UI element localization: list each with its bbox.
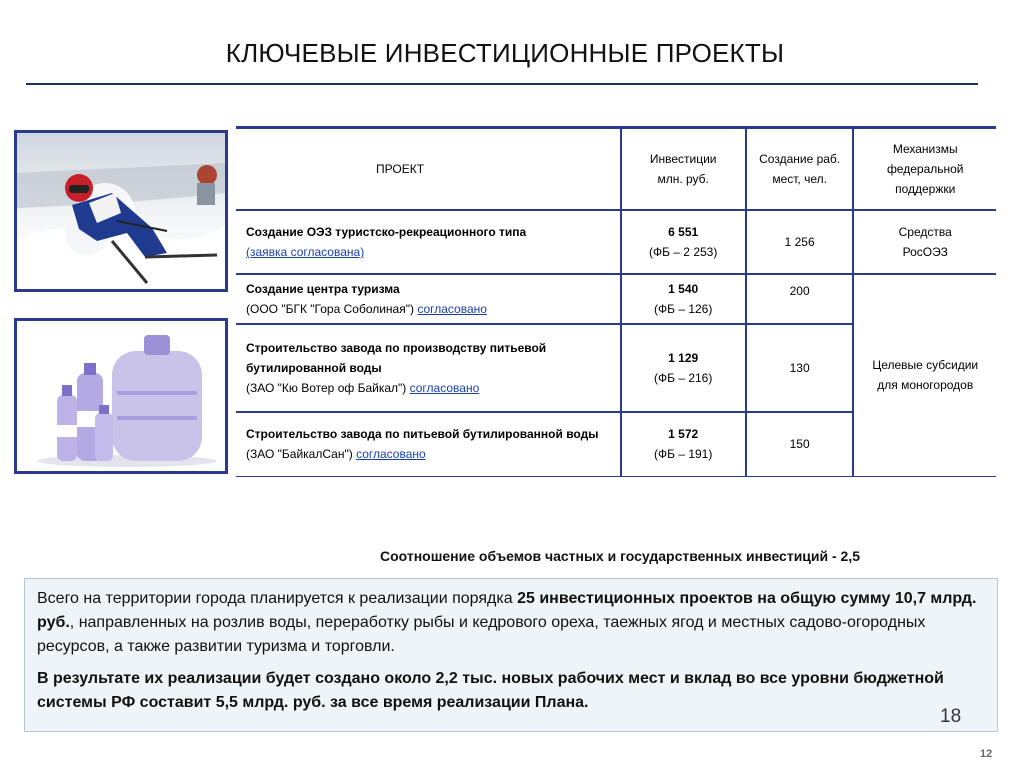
project-status-link[interactable]: согласовано [409,381,480,395]
table-row [236,274,996,324]
support-cell [853,210,996,274]
project-name: Создание ОЭЗ туристско-рекреационного типа [246,225,527,239]
investment-ratio-note: Соотношение объемов частных и государственных инвестиций - 2,5 [380,548,861,564]
summary-result-text: В результате их реализации будет создано около 2,2 тыс. новых рабочих мест и вклад во все уровни бюджетной системы РФ составит 5,5 млрд. руб. за все время реализации Плана. [37,670,944,711]
header-investments [621,128,746,211]
page-number: 18 [940,706,962,727]
merged-support-cell: Целевые субсидии для моногородов [853,274,996,476]
jobs-value: 130 [746,324,854,412]
project-status-link[interactable]: (заявка согласована) [246,245,365,259]
project-cell [236,274,621,324]
slide-number: 12 [980,748,993,760]
summary-panel [24,578,998,732]
project-status-link[interactable]: согласовано [417,302,487,316]
table-header-row [236,128,996,211]
investment-cell [621,274,746,324]
header-support: Механизмы федеральной поддержки [853,128,996,211]
jobs-value: 150 [746,412,854,476]
summary-paragraph-2 [37,667,985,715]
title-divider [26,83,978,85]
federal-budget-value: (ФБ – 2 253) [648,245,718,259]
table-row [236,210,996,274]
project-cell [236,210,621,274]
investment-cell [621,412,746,476]
investment-value: 1 129 [668,351,699,365]
header-investments-line2: млн. руб. [657,172,709,186]
investment-cell [621,210,746,274]
skier-photo [14,130,228,292]
project-name: Строительство завода по питьевой бутилированной воды [246,427,599,442]
jobs-value: 200 [746,274,854,324]
project-company: (ООО "БГК "Гора Соболиная") [246,302,414,316]
water-bottles-photo [14,318,228,474]
project-company: (ЗАО "БайкалСан") [246,447,353,462]
federal-budget-value: (ФБ – 191) [653,447,713,462]
project-status-link[interactable]: согласовано [356,447,426,462]
investment-cell [621,324,746,412]
project-name: Создание центра туризма [246,282,400,296]
summary-text-c: , направленных на розлив воды, переработку рыбы и кедрового ореха, таежных ягод и местных садово-огородных ресурсов, а также развитии туризма и торговли. [37,614,926,655]
page-title: КЛЮЧЕВЫЕ ИНВЕСТИЦИОННЫЕ ПРОЕКТЫ [225,38,785,68]
jobs-value: 1 256 [746,210,854,274]
federal-budget-value: (ФБ – 126) [653,302,713,316]
summary-text-a: Всего на территории города планируется к реализации порядка [37,590,518,607]
project-name: Строительство завода по производству питьевой бутилированной воды [246,341,547,375]
header-jobs: Создание раб. мест, чел. [746,128,854,211]
summary-paragraph-1 [37,587,985,659]
summary-text-b: 25 инвестиционных проектов на общую сумму 10,7 млрд. руб. [37,590,977,631]
header-investments-line1: Инвестиции [649,152,717,166]
support-line1: Средства [898,225,952,239]
project-cell [236,412,621,476]
project-company: (ЗАО "Кю Вотер оф Байкал") [246,381,407,395]
support-line2: РосОЭЗ [902,245,948,259]
federal-budget-value: (ФБ – 216) [653,371,713,385]
projects-table [236,126,996,477]
investment-value: 1 540 [668,282,699,296]
investment-value: 6 551 [668,225,699,239]
investment-value: 1 572 [668,427,699,442]
header-project: ПРОЕКТ [236,128,621,211]
project-cell [236,324,621,412]
